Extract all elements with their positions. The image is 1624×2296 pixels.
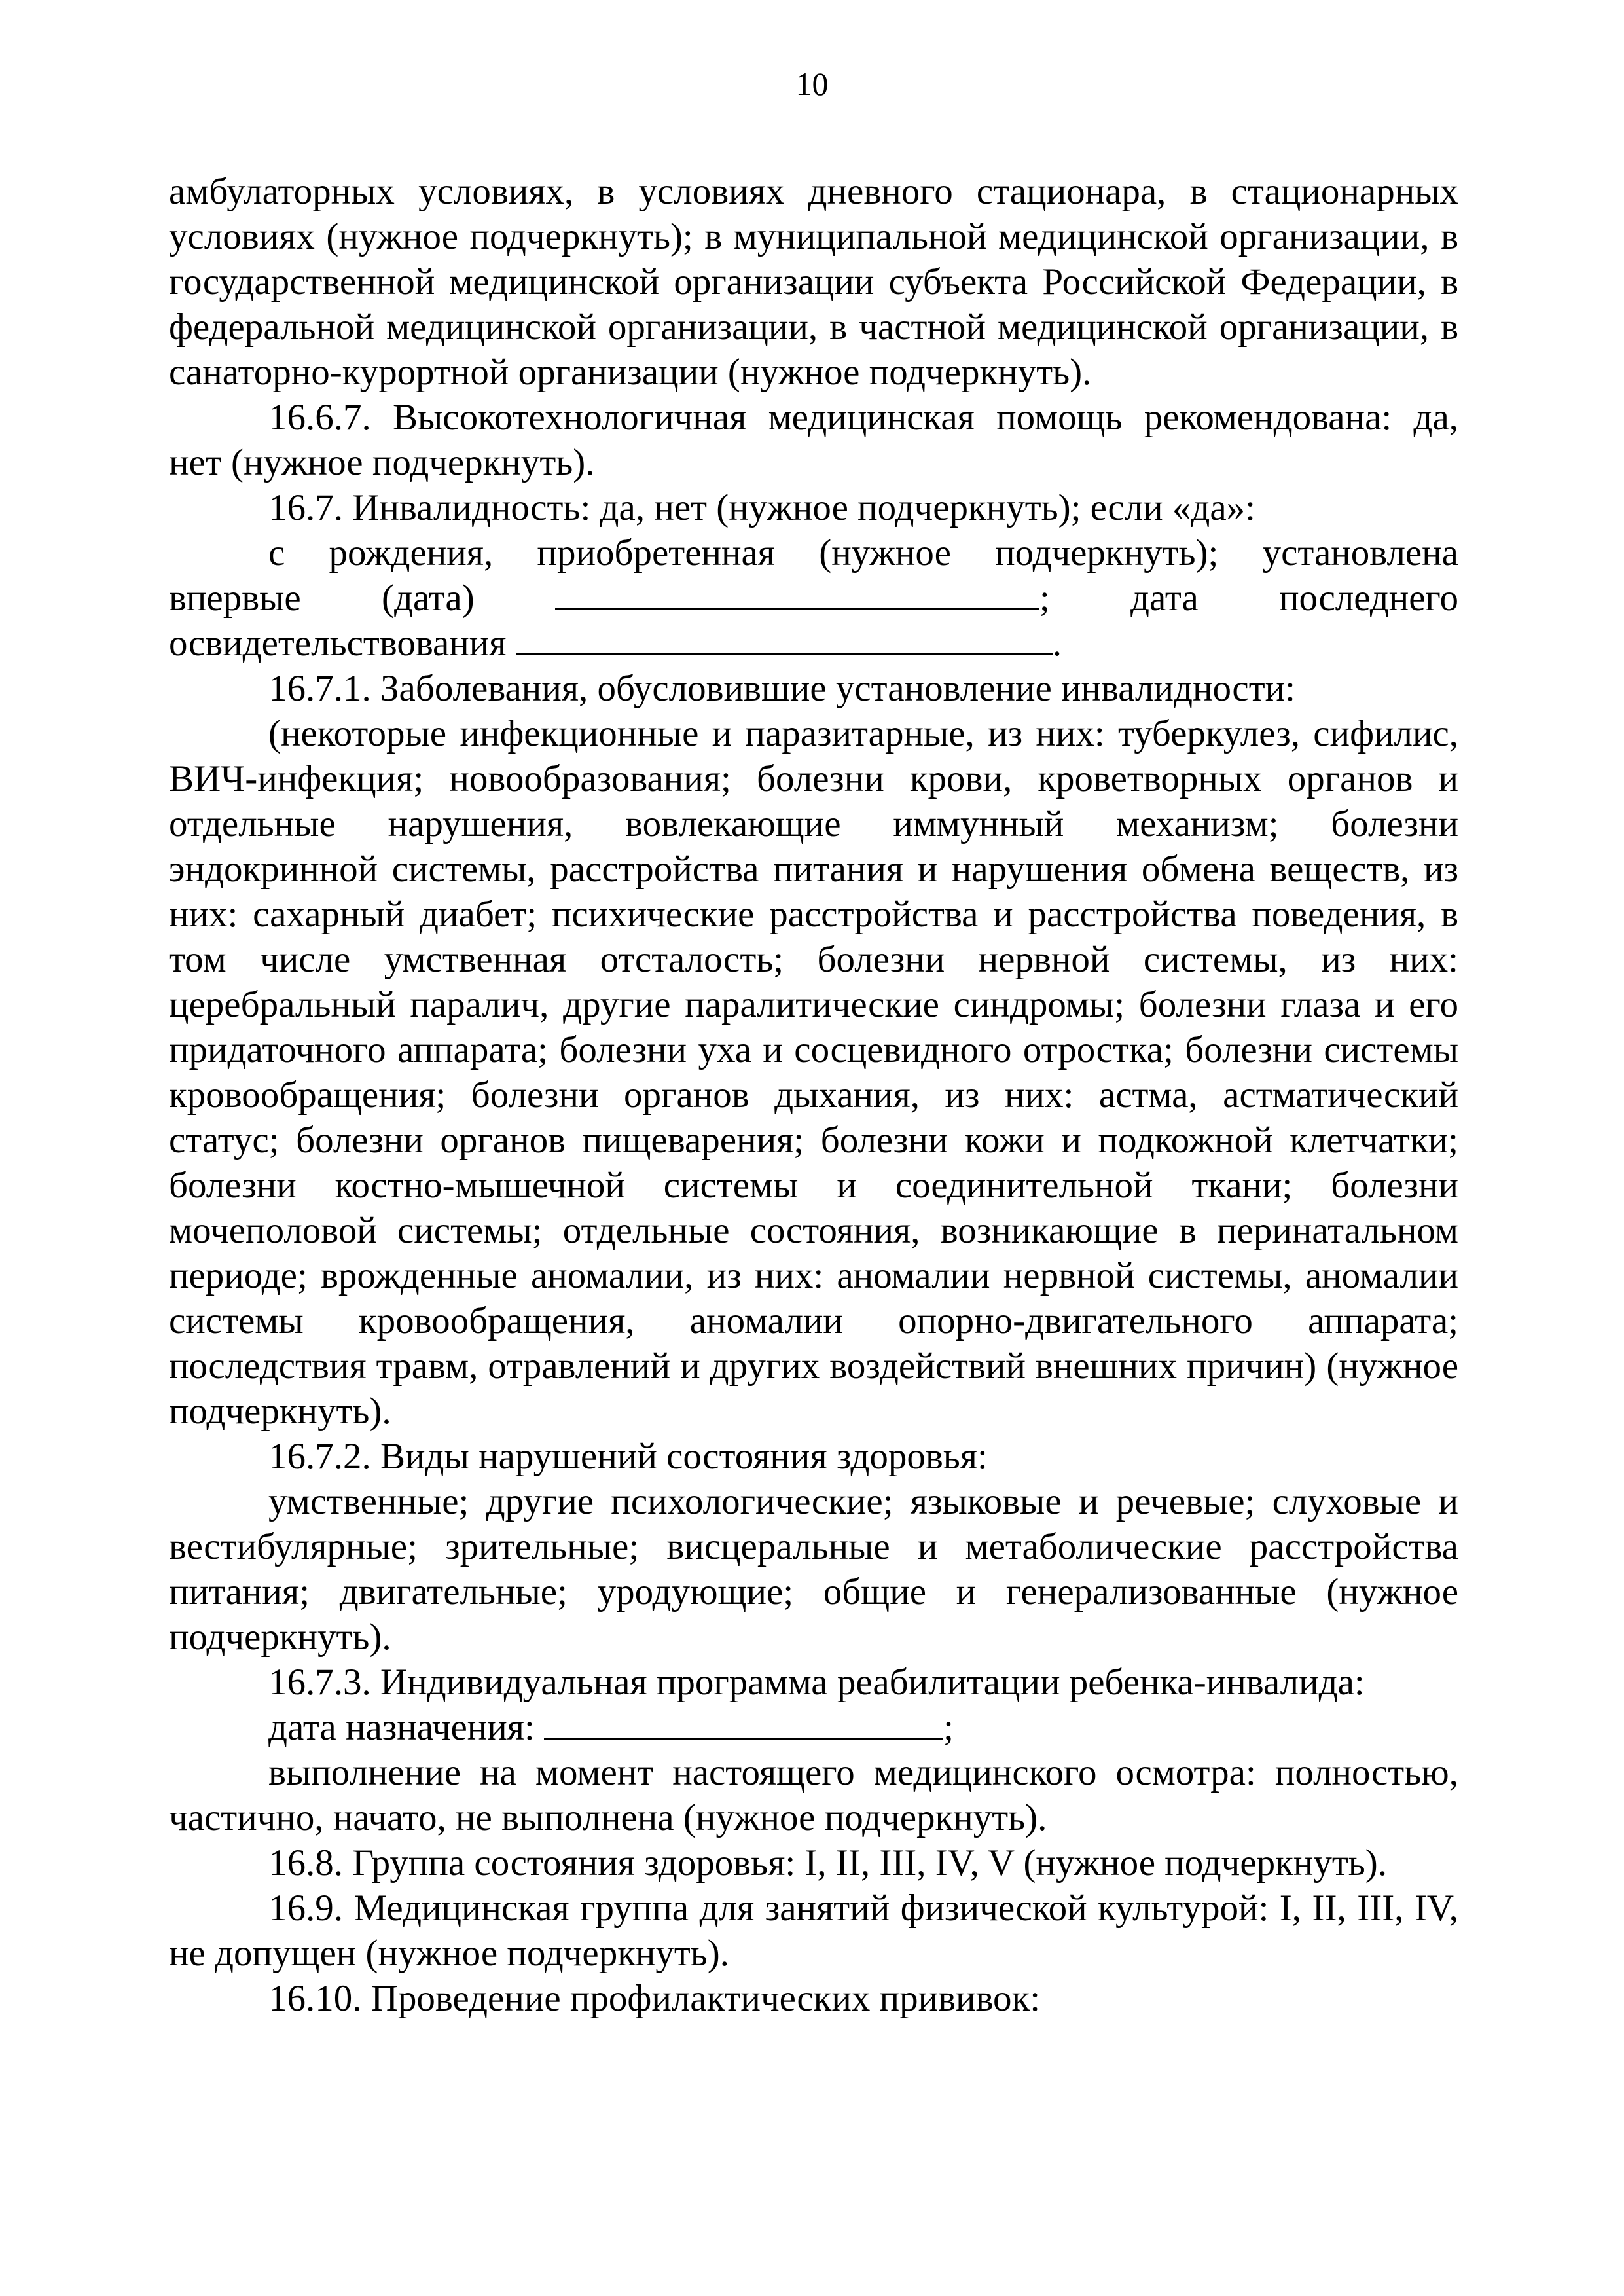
paragraph-health-impairments: умственные; другие психологические; языковые и речевые; слуховые и вестибулярные; зрительные; висцеральные и метаболические расстройства питания; двигательные; уродующие; общие и генерализованные (нужное подчеркнуть). [169,1481,1458,1658]
paragraph-16-7-3: 16.7.3. Индивидуальная программа реабилитации ребенка-инвалида: [268,1662,1365,1703]
paragraph-diseases-list: (некоторые инфекционные и паразитарные, из них: туберкулез, сифилис, ВИЧ-инфекция; новообразования; болезни крови, кроветворных органов и отдельные нарушения, вовлекающие иммунный механизм; болезни эндокринной системы, расстройства питания и нарушения обмена веществ, из них: сахарный диабет; психические расстройства и расстройства поведения, в том числе умственная отсталость; болезни нервной системы, из них: церебральный паралич, другие паралитические синдромы; болезни глаза и его придаточного аппарата; болезни уха и сосцевидного отростка; болезни системы кровообращения; болезни органов дыхания, из них: астма, астматический статус; болезни органов пищеварения; болезни кожи и подкожной клетчатки; болезни костно-мышечной системы и соединительной ткани; болезни мочеполовой системы; отдельные состояния, возникающие в перинатальном периоде; врожденные аномалии, из них: аномалии нервной системы, аномалии системы кровообращения, аномалии опорно-двигательного аппарата; последствия травм, отравлений и других воздействий внешних причин) (нужное подчеркнуть). [169,713,1458,1432]
last-exam-label-2: освидетельствования [169,623,507,664]
page-number: 10 [795,65,829,102]
paragraph-fulfillment: выполнение на момент настоящего медицинского осмотра: полностью, частично, начато, не выполнена (нужное подчеркнуть). [169,1752,1458,1838]
first-established-label: впервые (дата) [169,577,475,619]
last-exam-period: . [1052,623,1062,664]
paragraph-16-9: 16.9. Медицинская группа для занятий физической культурой: I, II, III, IV, не допущен (нужное подчеркнуть). [169,1887,1458,1974]
last-exam-line [169,621,1458,666]
paragraph-16-6-7: 16.6.7. Высокотехнологичная медицинская помощь рекомендована: да, нет (нужное подчеркнуть). [169,397,1458,483]
assignment-date-label: дата назначения: [268,1707,535,1748]
disability-origin-line: с рождения, приобретенная (нужное подчеркнуть); установлена [268,532,1458,574]
paragraph-16-10: 16.10. Проведение профилактических прививок: [268,1978,1041,2019]
paragraph-16-7: 16.7. Инвалидность: да, нет (нужное подчеркнуть); если «да»: [268,487,1256,528]
document-body [169,169,1458,2021]
first-established-date-blank [555,575,1039,610]
paragraph-disability-dates [169,530,1458,666]
paragraph-assignment-date [169,1705,1458,1750]
paragraph-16-8: 16.8. Группа состояния здоровья: I, II, III, IV, V (нужное подчеркнуть). [268,1842,1387,1884]
paragraph-16-7-1: 16.7.1. Заболевания, обусловившие установление инвалидности: [268,668,1295,709]
paragraph-16-7-2: 16.7.2. Виды нарушений состояния здоровья: [268,1436,988,1477]
last-exam-label: ; дата последнего [1039,577,1459,619]
assignment-date-blank [544,1705,943,1740]
last-exam-date-blank [516,621,1053,655]
first-established-line [169,575,1458,621]
assignment-date-semicolon: ; [943,1707,954,1748]
paragraph-conditions: амбулаторных условиях, в условиях дневного стационара, в стационарных условиях (нужное подчеркнуть); в муниципальной медицинской организации, в государственной медицинской организации субъекта Российской Федерации, в федеральной медицинской организации, в частной медицинской организации, в санаторно-курортной организации (нужное подчеркнуть). [169,171,1458,393]
